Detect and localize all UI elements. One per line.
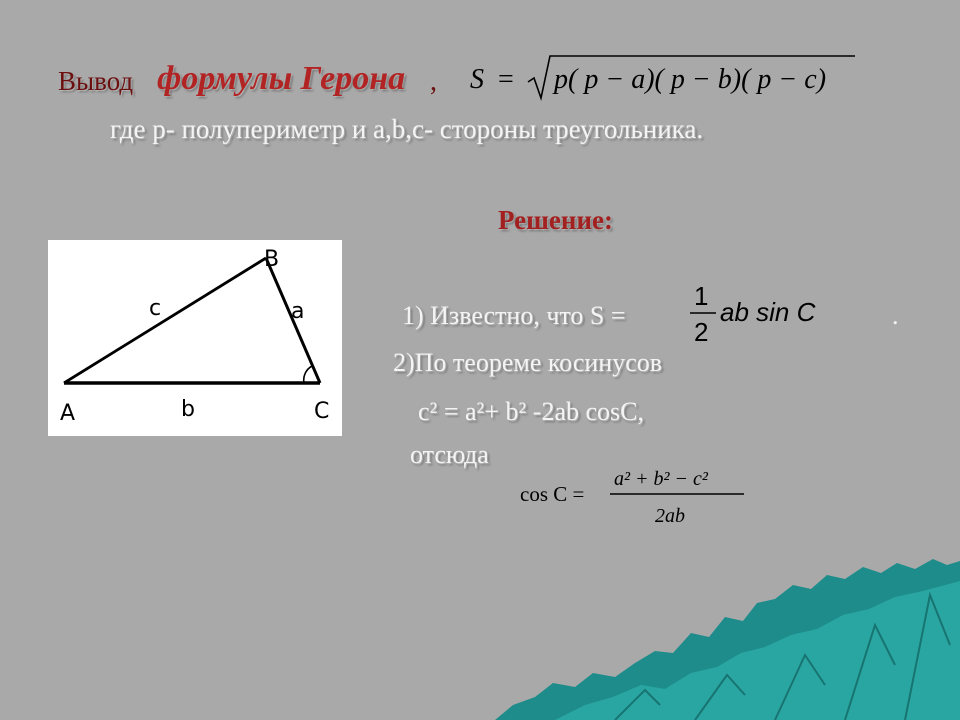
mountain-mid: [555, 581, 960, 720]
heron-formula: [470, 52, 855, 102]
hence-text: отсюда: [410, 440, 489, 469]
step1-text: 1) Известно, что S =: [402, 301, 626, 330]
heron-radicand: p( p − a)( p − b)( p − c): [554, 64, 827, 95]
angle-c-arc: [304, 366, 312, 383]
subtitle: где р- полупериметр и a,b,c- стороны треугольника.: [110, 114, 704, 144]
title-plain: Вывод: [58, 66, 134, 96]
vertex-c-label: C: [314, 399, 330, 424]
area-formula: [688, 278, 848, 348]
side-a-label: a: [291, 299, 305, 324]
law-of-cosines: c² = a²+ b² -2ab cosC,: [418, 397, 644, 426]
area-rest: ab sin C: [720, 297, 816, 327]
cos-formula: [518, 462, 753, 530]
vertex-a-label: A: [60, 401, 76, 426]
frac-numerator: 1: [694, 281, 709, 311]
vertex-b-label: B: [264, 247, 280, 272]
side-c-line: [64, 258, 266, 383]
frac-denominator: 2: [694, 317, 709, 347]
solution-heading: Решение:: [498, 205, 613, 235]
heron-eq: =: [498, 64, 514, 95]
title-bold: формулы Герона: [157, 60, 406, 97]
title-comma: ,: [430, 66, 437, 97]
side-b-label: b: [181, 397, 195, 422]
step1-trailing-dot: .: [892, 301, 899, 330]
mountain-decoration: [495, 555, 960, 720]
heron-lhs: S: [470, 64, 484, 95]
cos-lhs: cos C =: [520, 482, 585, 506]
cos-numerator: a² + b² − c²: [614, 468, 708, 490]
triangle-figure: [48, 240, 342, 436]
step2-text: 2)По теореме косинусов: [393, 348, 663, 377]
side-c-label: c: [149, 296, 162, 321]
cos-denominator: 2ab: [655, 505, 685, 527]
triangle-drawing: [48, 240, 342, 436]
